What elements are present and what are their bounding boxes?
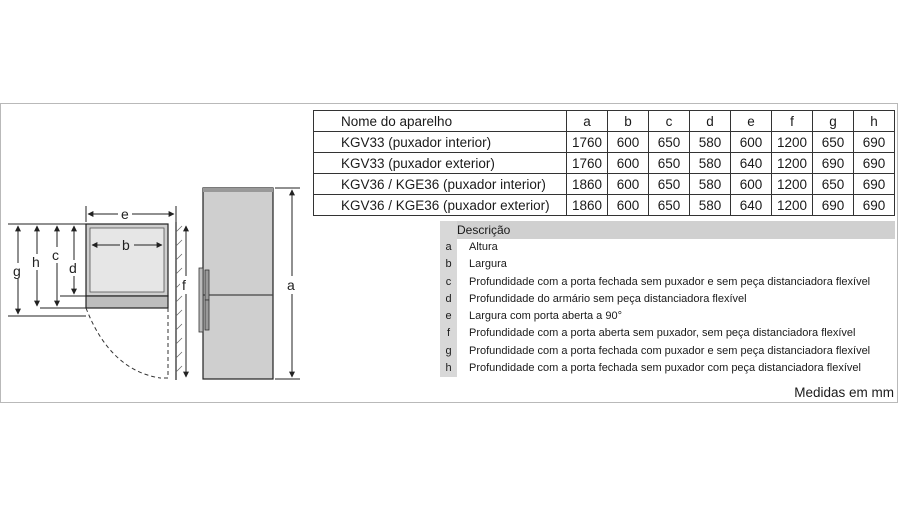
table-row [314,195,895,216]
legend-key: c [440,274,457,291]
table-header-row [314,111,895,132]
table-cell: 1200 [772,174,813,195]
table-row [314,132,895,153]
legend-description: Profundidade do armário sem peça distanciadora flexível [469,292,747,305]
model-name: KGV33 (puxador exterior) [314,153,567,174]
table-cell: 650 [813,132,854,153]
col-header-b: b [608,111,649,132]
legend-key: d [440,291,457,308]
table-cell: 650 [649,195,690,216]
table-row [314,174,895,195]
model-name: KGV36 / KGE36 (puxador interior) [314,174,567,195]
col-header-e: e [731,111,772,132]
table-cell: 580 [690,174,731,195]
table-cell: 600 [608,132,649,153]
list-item [440,360,895,377]
model-name: KGV36 / KGE36 (puxador exterior) [314,195,567,216]
table-cell: 600 [608,174,649,195]
table-cell: 1200 [772,132,813,153]
list-item [440,291,895,308]
legend-key: b [440,256,457,273]
legend-description: Profundidade com a porta fechada com puxador e sem peça distanciadora flexível [469,344,871,357]
model-name: KGV33 (puxador interior) [314,132,567,153]
dim-label-h: h [32,254,40,270]
legend-header-key-cell [440,221,457,239]
table-cell: 650 [649,153,690,174]
list-item [440,308,895,325]
table-cell: 650 [649,174,690,195]
table-cell: 650 [813,174,854,195]
dimensions-table [313,110,895,216]
legend-description: Largura com porta aberta a 90° [469,310,622,323]
col-header-f: f [772,111,813,132]
legend-header [440,221,895,239]
table-cell: 1860 [567,195,608,216]
table-cell: 600 [731,174,772,195]
dim-label-g: g [13,263,21,279]
list-item [440,239,895,256]
table-cell: 690 [813,153,854,174]
legend-key: e [440,308,457,325]
list-item [440,325,895,342]
table-cell: 1760 [567,132,608,153]
legend-key: h [440,360,457,377]
legend-key: g [440,343,457,360]
dim-label-c: c [52,247,59,263]
table-cell: 580 [690,153,731,174]
table-cell: 1860 [567,174,608,195]
table-cell: 1200 [772,153,813,174]
legend-key: f [440,325,457,342]
dim-label-d: d [69,260,77,276]
table-cell: 640 [731,153,772,174]
col-header-h: h [854,111,895,132]
list-item [440,256,895,273]
table-cell: 580 [690,195,731,216]
col-header-a: a [567,111,608,132]
legend-description: Largura [469,258,507,271]
side-view-fridge [199,188,273,379]
table-cell: 690 [854,132,895,153]
table-cell: 1760 [567,153,608,174]
table-cell: 690 [813,195,854,216]
table-row [314,153,895,174]
legend-header-label: Descrição [457,223,511,237]
table-cell: 600 [731,132,772,153]
table-cell: 690 [854,153,895,174]
legend-description: Profundidade com a porta aberta sem puxador, sem peça distanciadora flexível [469,327,856,340]
col-header-g: g [813,111,854,132]
dim-label-b: b [122,237,130,253]
units-footnote: Medidas em mm [794,385,894,400]
dimension-diagram [0,0,310,400]
table-cell: 690 [854,195,895,216]
table-cell: 600 [608,195,649,216]
list-item [440,343,895,360]
table-cell: 1200 [772,195,813,216]
table-cell: 690 [854,174,895,195]
table-cell: 650 [649,132,690,153]
legend [440,221,895,377]
dim-label-e: e [121,206,129,222]
legend-description: Profundidade com a porta fechada sem puxador com peça distanciadora flexível [469,362,861,375]
table-cell: 640 [731,195,772,216]
dim-label-a: a [287,277,295,293]
col-header-name: Nome do aparelho [314,111,567,132]
legend-key: a [440,239,457,256]
legend-description: Profundidade com a porta fechada sem puxador e sem peça distanciadora flexível [469,275,871,288]
list-item [440,274,895,291]
col-header-d: d [690,111,731,132]
table-cell: 580 [690,132,731,153]
legend-description: Altura [469,241,498,253]
dim-label-f: f [182,277,186,293]
col-header-c: c [649,111,690,132]
table-cell: 600 [608,153,649,174]
